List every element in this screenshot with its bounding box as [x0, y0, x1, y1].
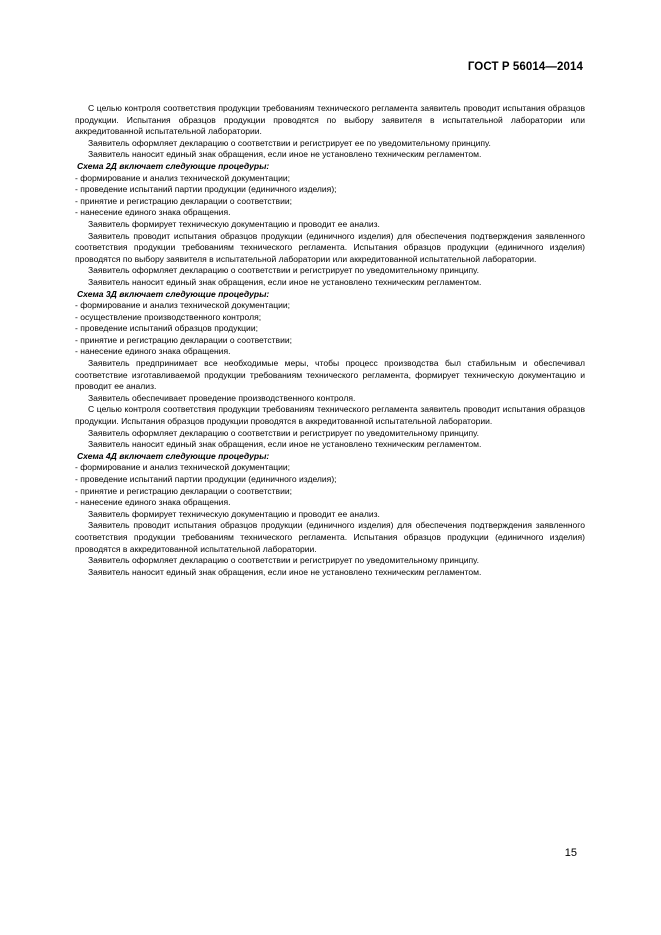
list-item: - проведение испытаний партии продукции (единичного изделия);	[75, 474, 337, 484]
list-item: - нанесение единого знака обращения.	[75, 207, 231, 218]
paragraph: Заявитель формирует техническую документацию и проводит ее анализ.	[88, 218, 380, 229]
list-item: - формирование и анализ технической документации;	[75, 462, 291, 473]
list-item: - принятие и регистрацию декларации о соответствии;	[75, 485, 292, 496]
paragraph: Заявитель наносит единый знак обращения, если иное не установлено техническим регламентом.	[88, 149, 482, 160]
list-item: - формирование и анализ технической документации;	[75, 172, 291, 183]
paragraph: Заявитель предпринимает все необходимые меры, чтобы процесс производства был стабильным и обеспечивал соответствие изготавливаемой продукции требованиям технического регламента, формирует техническую документацию и проводит ее анализ.	[75, 358, 585, 392]
paragraph: Заявитель оформляет декларацию о соответствии и регистрирует по уведомительному принципу.	[88, 427, 479, 438]
list-item: - проведение испытаний образцов продукции;	[75, 323, 258, 334]
paragraph: Заявитель обеспечивает проведение производственного контроля.	[88, 392, 356, 403]
list-item: - проведение испытаний партии продукции (единичного изделия);	[75, 184, 337, 195]
paragraph: Заявитель оформляет декларацию о соответствии и регистрирует по уведомительному принципу.	[88, 265, 479, 276]
paragraph: Заявитель наносит единый знак обращения, если иное не установлено техническим регламентом.	[88, 439, 482, 450]
page-number: 15	[564, 847, 577, 859]
list-item: - нанесение единого знака обращения.	[75, 346, 231, 357]
paragraph: С целью контроля соответствия продукции требованиям технического регламента заявитель проводит испытания образцов продукции. Испытания образцов продукции проводятся в аккредитованной испытательной лаборатории.	[75, 404, 585, 427]
scheme-heading: Схема 4Д включает следующие процедуры:	[77, 450, 270, 461]
paragraph: Заявитель формирует техническую документацию и проводит ее анализ.	[88, 508, 380, 519]
paragraph: Заявитель оформляет декларацию о соответствии и регистрирует по уведомительному принципу.	[88, 555, 479, 566]
paragraph: Заявитель наносит единый знак обращения, если иное не установлено техническим регламентом.	[88, 276, 482, 287]
list-item: - нанесение единого знака обращения.	[75, 497, 231, 508]
list-item: - принятие и регистрацию декларации о соответствии;	[75, 334, 292, 345]
list-item: - формирование и анализ технической документации;	[75, 300, 291, 311]
document-body	[75, 103, 585, 578]
list-item: - осуществление производственного контроля;	[75, 311, 262, 322]
scheme-heading: Схема 2Д включает следующие процедуры:	[77, 160, 270, 171]
document-code: ГОСТ Р 56014—2014	[467, 61, 583, 73]
paragraph: Заявитель оформляет декларацию о соответствии и регистрирует ее по уведомительному принципу.	[88, 137, 491, 148]
paragraph: С целью контроля соответствия продукции требованиям технического регламента заявитель проводит испытания образцов продукции. Испытания образцов продукции проводятся по выбору заявителя в испытательной лаборатории или аккредитованной испытательной лаборатории.	[75, 103, 585, 137]
list-item: - принятие и регистрацию декларации о соответствии;	[75, 195, 292, 206]
paragraph: Заявитель проводит испытания образцов продукции (единичного изделия) для обеспечения подтверждения заявленного соответствия продукции требованиям технического регламента. Испытания образцов продукции (единичного изделия) проводятся в аккредитованной испытательной лаборатории.	[75, 520, 585, 554]
scheme-heading: Схема 3Д включает следующие процедуры:	[77, 288, 270, 299]
paragraph: Заявитель наносит единый знак обращения, если иное не установлено техническим регламентом.	[88, 566, 482, 577]
paragraph: Заявитель проводит испытания образцов продукции (единичного изделия) для обеспечения подтверждения заявленного соответствия продукции требованиям технического регламента. Испытания образцов продукции (единичного изделия) проводятся по выбору заявителя в испытательной лаборатории или аккредитованной испытательной лаборатории.	[75, 230, 585, 264]
